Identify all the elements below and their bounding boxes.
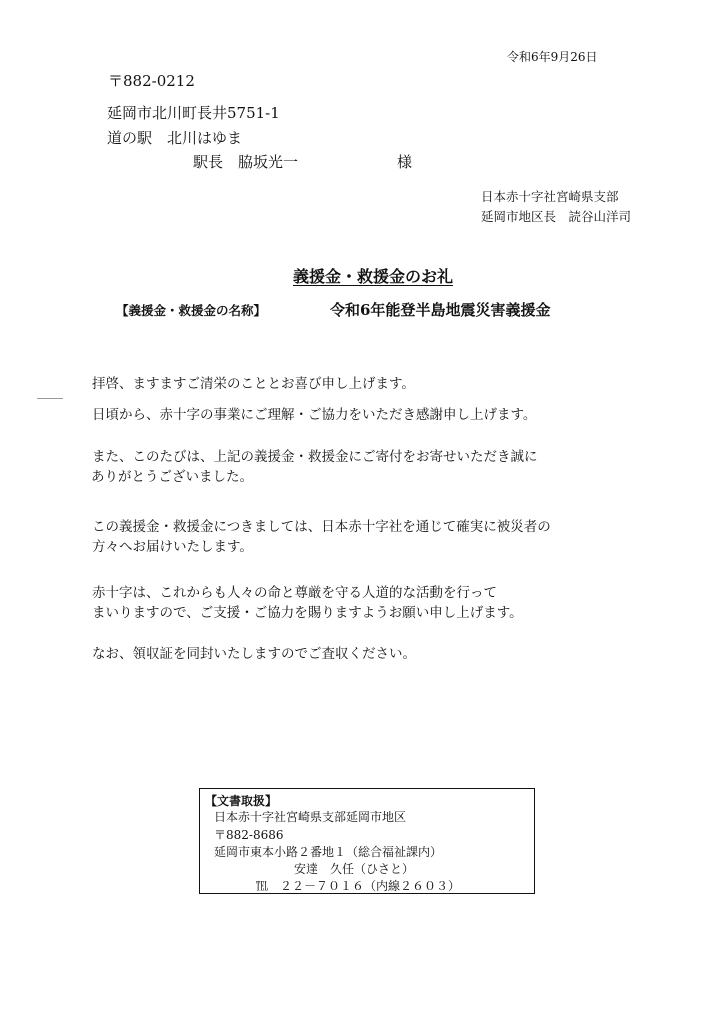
recipient-name: 駅長 脇坂光一 bbox=[193, 153, 299, 171]
body-paragraph-donation bbox=[92, 447, 538, 487]
body-line: この義援金・救援金につきましては、日本赤十字社を通じて確実に被災者の bbox=[92, 519, 551, 535]
body-paragraph-receipt bbox=[92, 644, 416, 664]
sender-name: 延岡市地区長 読谷山洋司 bbox=[481, 209, 632, 224]
recipient-honorific: 様 bbox=[397, 153, 413, 171]
subject-value: 令和6年能登半島地震災害義援金 bbox=[330, 301, 551, 319]
letter-title: 義援金・救援金のお礼 bbox=[292, 267, 453, 286]
body-paragraph-thanks bbox=[92, 405, 536, 425]
body-line: 日頃から、赤十字の事業にご理解・ご協力をいただき感謝申し上げます。 bbox=[92, 407, 537, 423]
body-line: 拝啓、ますますご清栄のこととお喜び申し上げます。 bbox=[92, 376, 415, 392]
recipient-postal-code: 〒882-0212 bbox=[108, 72, 195, 90]
handling-postal-code: 〒882-8686 bbox=[214, 828, 284, 842]
body-paragraph-greeting bbox=[92, 374, 415, 394]
body-line: まいりますので、ご支援・ご協力を賜りますようお願い申し上げます。 bbox=[92, 605, 523, 621]
handling-address: 延岡市東本小路２番地１（総合福祉課内） bbox=[214, 845, 443, 859]
recipient-address: 延岡市北川町長井5751-1 bbox=[107, 104, 280, 122]
handling-organization: 日本赤十字社宮崎県支部延岡市地区 bbox=[214, 810, 407, 824]
handling-title: 【文書取扱】 bbox=[205, 794, 278, 808]
subject-label: 【義援金・救援金の名称】 bbox=[116, 303, 267, 318]
handling-phone: ℡ ２２－７０１６（内線２６０３） bbox=[256, 879, 461, 893]
body-line: なお、領収証を同封いたしますのでご査収ください。 bbox=[92, 646, 416, 662]
handling-contact-name: 安達 久任（ひさと） bbox=[294, 862, 415, 876]
letter-title-row bbox=[0, 264, 724, 287]
body-line: 赤十字は、これからも人々の命と尊厳を守る人道的な活動を行って bbox=[92, 585, 497, 601]
body-line: また、このたびは、上記の義援金・救援金にご寄付をお寄せいただき誠に bbox=[92, 449, 538, 465]
body-line: ありがとうございました。 bbox=[91, 469, 253, 485]
margin-mark bbox=[37, 398, 63, 399]
body-paragraph-activities bbox=[92, 583, 523, 623]
sender-organization: 日本赤十字社宮崎県支部 bbox=[481, 189, 619, 204]
body-paragraph-delivery bbox=[92, 517, 551, 557]
body-line: 方々へお届けいたします。 bbox=[92, 539, 253, 555]
document-handling-box bbox=[199, 788, 535, 894]
letter-date: 令和6年9月26日 bbox=[507, 50, 598, 64]
recipient-organization: 道の駅 北川はゆま bbox=[107, 129, 243, 147]
